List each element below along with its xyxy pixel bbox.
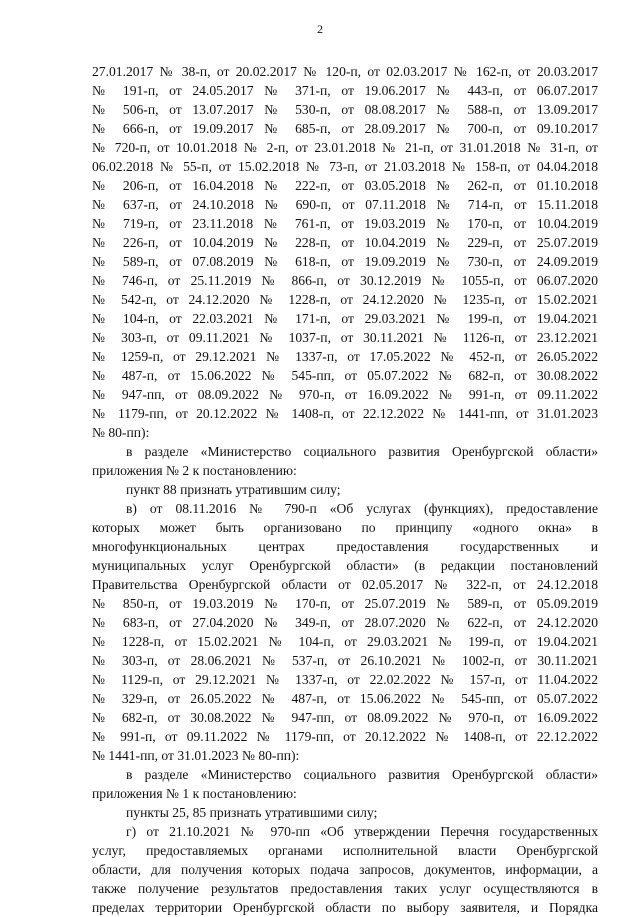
text-line: также получение результатов предоставления таких услуг осуществляются в [92, 881, 598, 896]
text-line: № 720-п, от 10.01.2018 № 2-п, от 23.01.2018 № 21-п, от 31.01.2018 № 31-п, от [92, 140, 598, 155]
text-line: многофункциональных центрах предоставления государственных и [92, 539, 598, 554]
text-line: № 303-п, от 09.11.2021 № 1037-п, от 30.11.2021 № 1126-п, от 23.12.2021 [92, 330, 598, 345]
text-line: № 104-п, от 22.03.2021 № 171-п, от 29.03.2021 № 199-п, от 19.04.2021 [92, 311, 598, 326]
page-number: 2 [317, 22, 323, 36]
text-line: приложения № 1 к постановлению: [92, 786, 297, 801]
text-line: Правительства Оренбургской области от 02.05.2017 № 322-п, от 24.12.2018 [92, 577, 598, 592]
text-line: № 1441-пп, от 31.01.2023 № 80-пп): [92, 748, 300, 763]
text-line: № 637-п, от 24.10.2018 № 690-п, от 07.11.2018 № 714-п, от 15.11.2018 [92, 197, 598, 212]
text-line: № 1259-п, от 29.12.2021 № 1337-п, от 17.05.2022 № 452-п, от 26.05.2022 [92, 349, 598, 364]
text-line: пределах территории Оренбургской области по выбору заявителя, и Порядка [92, 900, 598, 915]
text-line: № 1179-пп, от 20.12.2022 № 1408-п, от 22.12.2022 № 1441-пп, от 31.01.2023 [92, 406, 598, 421]
text-line: № 542-п, от 24.12.2020 № 1228-п, от 24.12.2020 № 1235-п, от 15.02.2021 [92, 292, 598, 307]
text-line: № 666-п, от 19.09.2017 № 685-п, от 28.09.2017 № 700-п, от 09.10.2017 [92, 121, 598, 136]
text-line: области, для получения которых подача запросов, документов, информации, а [92, 862, 598, 877]
text-line: № 487-п, от 15.06.2022 № 545-пп, от 05.07.2022 № 682-п, от 30.08.2022 [92, 368, 598, 383]
text-line: пункт 88 признать утратившим силу; [126, 482, 341, 497]
text-line: № 226-п, от 10.04.2019 № 228-п, от 10.04.2019 № 229-п, от 25.07.2019 [92, 235, 598, 250]
text-line: пункты 25, 85 признать утратившими силу; [126, 805, 378, 820]
text-line: № 80-пп): [92, 425, 150, 440]
text-line: муниципальных услуг Оренбургской области» (в редакции постановлений [92, 558, 598, 573]
text-line: которых может быть организовано по принципу «одного окна» в [92, 520, 598, 535]
text-line: 27.01.2017 № 38-п, от 20.02.2017 № 120-п, от 02.03.2017 № 162-п, от 20.03.2017 [92, 64, 598, 79]
text-line: № 303-п, от 28.06.2021 № 537-п, от 26.10.2021 № 1002-п, от 30.11.2021 [92, 653, 598, 668]
text-line: № 191-п, от 24.05.2017 № 371-п, от 19.06.2017 № 443-п, от 06.07.2017 [92, 83, 598, 98]
text-line: № 746-п, от 25.11.2019 № 866-п, от 30.12.2019 № 1055-п, от 06.07.2020 [92, 273, 598, 288]
text-line: № 506-п, от 13.07.2017 № 530-п, от 08.08.2017 № 588-п, от 13.09.2017 [92, 102, 598, 117]
text-line: приложения № 2 к постановлению: [92, 463, 297, 478]
text-line: № 589-п, от 07.08.2019 № 618-п, от 19.09.2019 № 730-п, от 24.09.2019 [92, 254, 598, 269]
text-line: № 947-пп, от 08.09.2022 № 970-п, от 16.09.2022 № 991-п, от 09.11.2022 [92, 387, 598, 402]
text-line: 06.02.2018 № 55-п, от 15.02.2018 № 73-п, от 21.03.2018 № 158-п, от 04.04.2018 [92, 159, 598, 174]
text-line: № 682-п, от 30.08.2022 № 947-пп, от 08.09.2022 № 970-п, от 16.09.2022 [92, 710, 598, 725]
text-line: г) от 21.10.2021 № 970-пп «Об утверждении Перечня государственных [126, 824, 598, 839]
text-line: в разделе «Министерство социального развития Оренбургской области» [126, 767, 598, 782]
text-line: в разделе «Министерство социального развития Оренбургской области» [126, 444, 598, 459]
text-line: № 850-п, от 19.03.2019 № 170-п, от 25.07.2019 № 589-п, от 05.09.2019 [92, 596, 598, 611]
text-line: № 1228-п, от 15.02.2021 № 104-п, от 29.03.2021 № 199-п, от 19.04.2021 [92, 634, 598, 649]
text-line: № 329-п, от 26.05.2022 № 487-п, от 15.06.2022 № 545-пп, от 05.07.2022 [92, 691, 598, 706]
text-line: № 1129-п, от 29.12.2021 № 1337-п, от 22.02.2022 № 157-п, от 11.04.2022 [92, 672, 598, 687]
text-line: № 991-п, от 09.11.2022 № 1179-пп, от 20.12.2022 № 1408-п, от 22.12.2022 [92, 729, 598, 744]
text-line: в) от 08.11.2016 № 790-п «Об услугах (функциях), предоставление [126, 501, 598, 516]
text-line: № 206-п, от 16.04.2018 № 222-п, от 03.05.2018 № 262-п, от 01.10.2018 [92, 178, 598, 193]
document-body [92, 62, 598, 917]
text-line: № 683-п, от 27.04.2020 № 349-п, от 28.07.2020 № 622-п, от 24.12.2020 [92, 615, 598, 630]
text-line: № 719-п, от 23.11.2018 № 761-п, от 19.03.2019 № 170-п, от 10.04.2019 [92, 216, 598, 231]
text-line: услуг, предоставляемых органами исполнительной власти Оренбургской [92, 843, 598, 858]
